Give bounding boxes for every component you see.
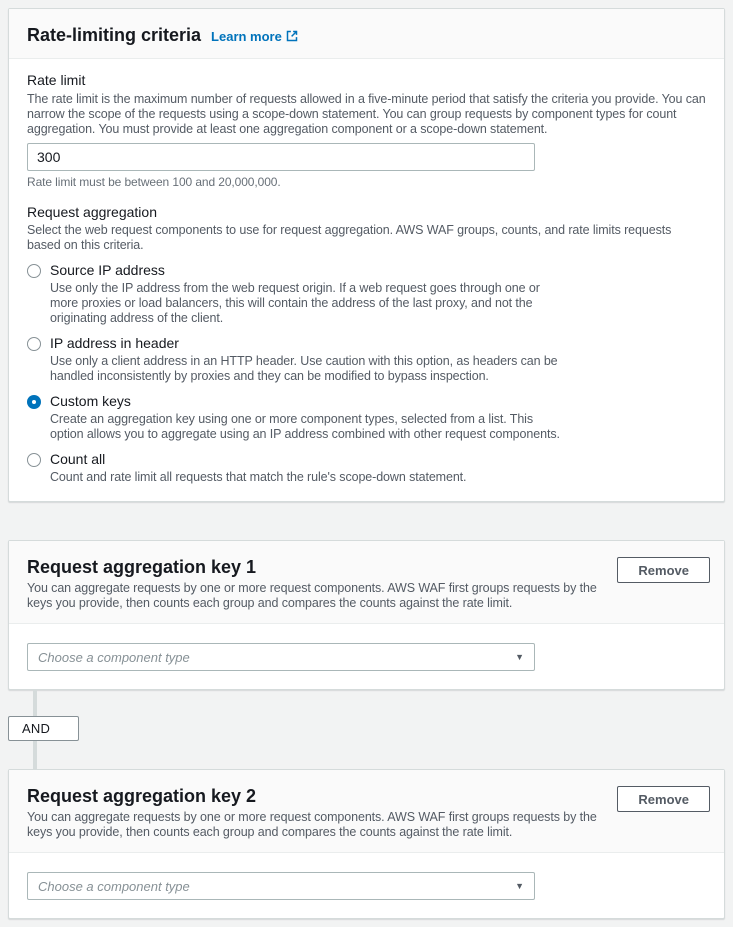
rate-limit-field [27,72,706,190]
criteria-card-header [9,9,724,59]
radio-button-count-all[interactable] [27,453,41,467]
radio-label-count-all: Count all [50,451,106,467]
radio-option-custom-keys [27,393,706,442]
component-type-select-2[interactable] [27,872,535,900]
and-badge: AND [8,716,79,741]
radio-description-ip-header: Use only a client address in an HTTP header. Use caution with this option, as headers can be handled inconsistently by proxies and they can be modified to bypass inspection. [50,354,558,383]
aggregation-key-1-header-text [27,556,612,611]
rate-limit-description: The rate limit is the maximum number of requests allowed in a five-minute period that satisfy the criteria you provide. You can narrow the scope of the requests using a scope-down statement. You can group requests by component types for count aggregation. You must provide at least one aggregation component or a scope-down statement. [27,92,706,136]
request-aggregation-label: Request aggregation [27,204,157,220]
request-aggregation-description: Select the web request components to use for request aggregation. AWS WAF groups, counts, and rate limits requests based on this criteria. [27,223,672,252]
radio-row-source-ip[interactable] [27,262,706,279]
aggregation-key-2-card [8,769,725,919]
aggregation-key-2-header-text [27,785,612,840]
radio-label-source-ip: Source IP address [50,262,165,278]
radio-description-source-ip: Use only the IP address from the web request origin. If a web request goes through one or more proxies or load balancers, this will contain the address of the last proxy, and not the originating address of the client. [50,281,540,325]
aggregation-key-1-description: You can aggregate requests by one or more request components. AWS WAF first groups requests by the keys you provide, then counts each group and compares the counts against the rate limit. [27,581,597,610]
radio-description-custom-keys: Create an aggregation key using one or more component types, selected from a list. This option allows you to aggregate using an IP address combined with other request components. [50,412,560,441]
learn-more-link[interactable] [211,29,298,44]
component-type-select-1-placeholder: Choose a component type [38,649,190,665]
component-type-select-1[interactable] [27,643,535,671]
aggregation-key-2-body [9,853,724,918]
remove-key-2-button[interactable]: Remove [617,786,710,812]
rate-limit-label: Rate limit [27,72,86,88]
request-aggregation-section [27,204,706,485]
radio-option-ip-header [27,335,706,384]
component-type-select-2-placeholder: Choose a component type [38,878,190,894]
request-aggregation-radio-group [27,262,706,485]
radio-button-source-ip[interactable] [27,264,41,278]
radio-row-custom-keys[interactable] [27,393,706,410]
chevron-down-icon: ▼ [515,881,524,891]
aggregation-key-2-header [9,770,724,853]
radio-label-custom-keys: Custom keys [50,393,131,409]
aggregation-key-2-title: Request aggregation key 2 [27,786,257,806]
aggregation-key-1-body [9,624,724,689]
remove-key-1-button[interactable]: Remove [617,557,710,583]
rate-limit-constraint: Rate limit must be between 100 and 20,000,000. [27,175,281,189]
radio-button-ip-header[interactable] [27,337,41,351]
rate-limit-input[interactable] [27,143,535,171]
radio-label-ip-header: IP address in header [50,335,179,351]
chevron-down-icon: ▼ [515,652,524,662]
radio-row-ip-header[interactable] [27,335,706,352]
learn-more-label: Learn more [211,29,282,44]
criteria-card-title: Rate-limiting criteria [27,25,202,45]
rate-limiting-criteria-card [8,8,725,502]
aggregation-key-1-header [9,541,724,624]
external-link-icon [286,30,298,42]
aggregation-key-1-title: Request aggregation key 1 [27,557,257,577]
aggregation-key-2-description: You can aggregate requests by one or more request components. AWS WAF first groups requests by the keys you provide, then counts each group and compares the counts against the rate limit. [27,810,597,839]
radio-button-custom-keys[interactable] [27,395,41,409]
radio-description-count-all: Count and rate limit all requests that match the rule's scope-down statement. [50,470,467,484]
criteria-card-body [9,59,724,501]
radio-option-source-ip [27,262,706,326]
aggregation-key-1-card [8,540,725,690]
and-connector [8,690,725,769]
radio-row-count-all[interactable] [27,451,706,468]
radio-option-count-all [27,451,706,485]
